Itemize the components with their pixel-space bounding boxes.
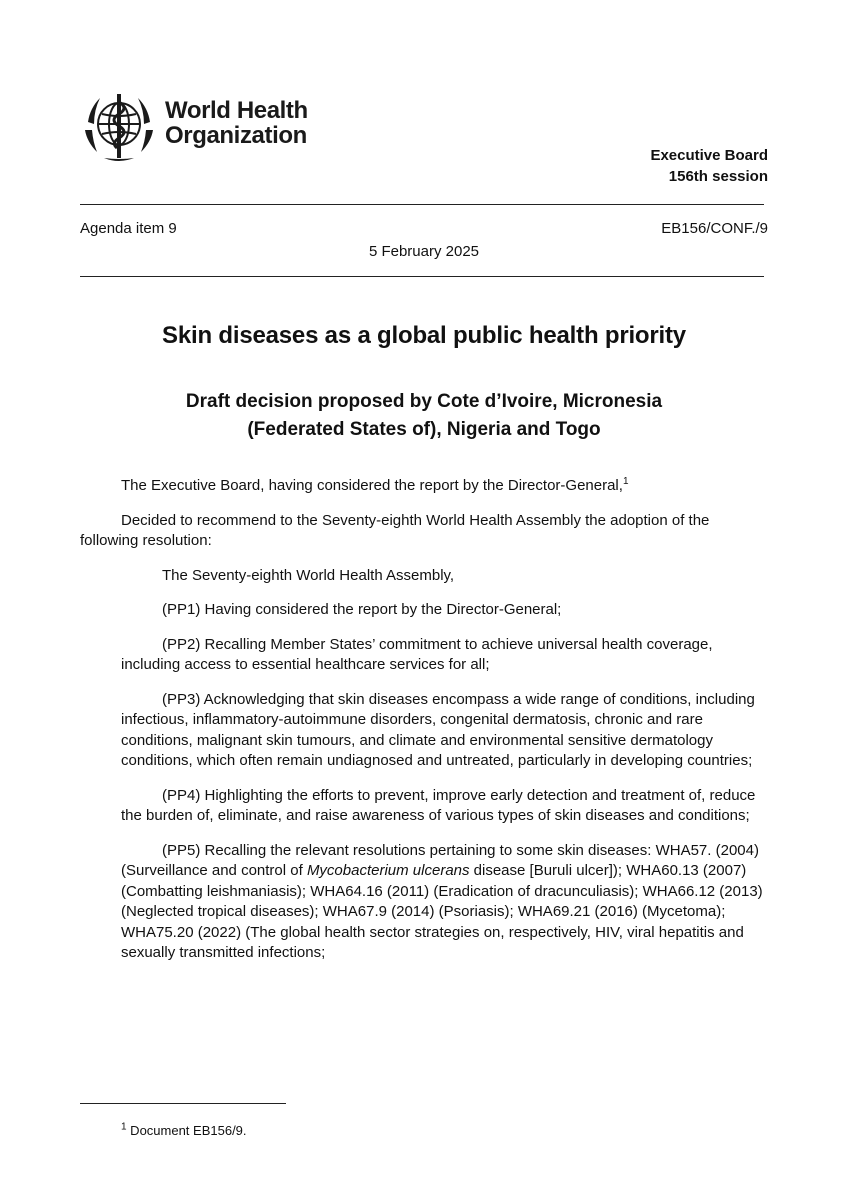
board-name: Executive Board	[650, 147, 768, 164]
footnote	[121, 1123, 247, 1138]
subtitle-line2: (Federated States of), Nigeria and Togo	[247, 419, 601, 440]
paragraph-considered	[80, 476, 770, 497]
who-logo	[80, 88, 320, 164]
paragraph-pp5	[121, 841, 770, 964]
paragraph-pp2: (PP2) Recalling Member States’ commitment to achieve universal health coverage, including access to essential healthcare services for all;	[121, 635, 713, 673]
subtitle-line1: Draft decision proposed by Cote d’Ivoire, Micronesia	[185, 391, 663, 412]
session-block	[650, 145, 768, 187]
footnote-rule	[80, 1103, 286, 1104]
paragraph-decided: Decided to recommend to the Seventy-eighth World Health Assembly the adoption of the following resolution:	[80, 511, 710, 549]
org-name	[165, 98, 308, 148]
session-number: 156th session	[668, 168, 768, 185]
bottom-rule	[80, 276, 764, 277]
paragraph-pp4: (PP4) Highlighting the efforts to prevent, improve early detection and treatment of, reduce the burden of, eliminate, and raise awareness of various types of skin diseases and conditions;	[121, 786, 756, 824]
footnote-mark: 1	[121, 1121, 127, 1133]
paragraph-pp1: (PP1) Having considered the report by the Director-General;	[162, 601, 562, 618]
who-emblem-icon	[80, 88, 158, 164]
document-reference: EB156/CONF./9	[661, 220, 768, 237]
footnote-text: Document EB156/9.	[126, 1123, 247, 1138]
document-date: 5 February 2025	[368, 243, 480, 260]
document-title: Skin diseases as a global public health priority	[162, 322, 686, 349]
footnote-ref: 1	[622, 476, 629, 487]
document-body	[80, 476, 770, 978]
paragraph-considered-text: The Executive Board, having considered the report by the Director-General,	[121, 477, 623, 494]
agenda-item: Agenda item 9	[80, 220, 177, 237]
org-name-line2: Organization	[165, 122, 307, 149]
pp5-italic: Mycobacterium ulcerans	[306, 862, 470, 879]
top-rule	[80, 204, 764, 205]
paragraph-pp3: (PP3) Acknowledging that skin diseases encompass a wide range of conditions, including infectious, inflammatory-autoimmune disorders, congenital dermatosis, chronic and rare conditions, malignant skin tumours, and climate and environmental sensitive dermatology conditions, which often remain undiagnosed and untreated, particularly in developing countries;	[121, 690, 755, 769]
org-name-line1: World Health	[165, 97, 308, 124]
paragraph-assembly: The Seventy-eighth World Health Assembly,	[162, 566, 455, 584]
pp5-text-a: (PP5) Recalling the relevant resolutions pertaining to some skin diseases: WHA57. (2004) (Surveillance and control of	[121, 841, 759, 879]
document-subtitle	[150, 388, 698, 444]
pp5-text-b: disease [Buruli ulcer]); WHA60.13 (2007) (Combatting leishmaniasis); WHA64.16 (2011) (Eradication of dracunculiasis); WHA66.12 (2013) (Neglected tropical diseases); WHA67.9 (2014) (Psoriasis); WHA69.21 (2016) (Mycetoma); WHA75.20 (2022) (The global health sector strategies on, respectively, HIV, viral hepatitis and sexually transmitted infections;	[121, 862, 763, 961]
